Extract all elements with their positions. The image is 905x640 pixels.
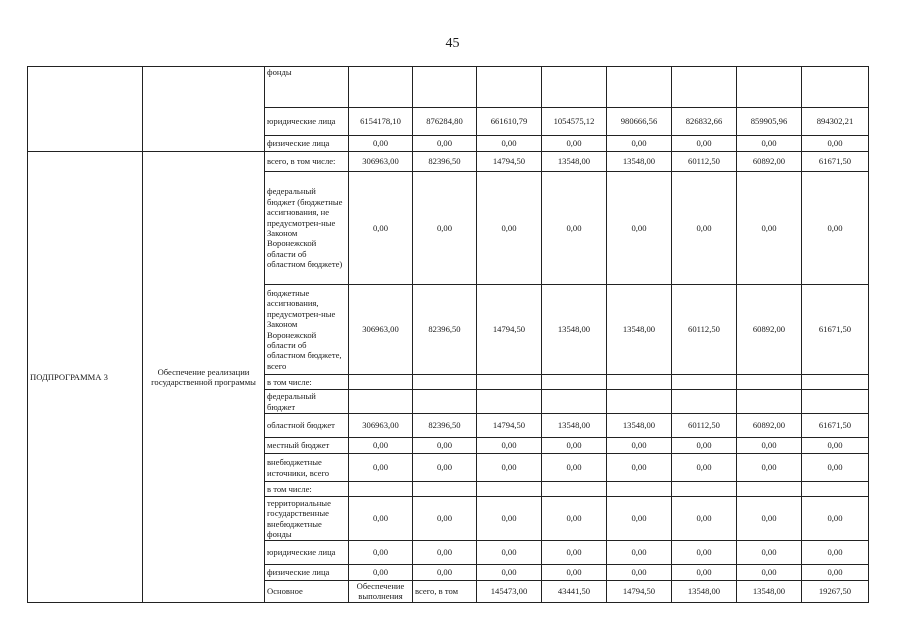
- value-cell: 0,00: [349, 541, 413, 565]
- value-cell: 13548,00: [542, 152, 607, 172]
- row-label-last-vsego: всего, в том: [413, 581, 477, 603]
- value-cell: 876284,80: [413, 108, 477, 136]
- value-cell: [802, 390, 869, 414]
- row-label-vtom2: в том числе:: [265, 482, 349, 497]
- row-label-top-yur: юридические лица: [265, 108, 349, 136]
- value-cell: 82396,50: [413, 285, 477, 375]
- value-cell: [413, 482, 477, 497]
- value-cell: 14794,50: [477, 152, 542, 172]
- value-cell: 0,00: [477, 438, 542, 454]
- value-cell: 306963,00: [349, 414, 413, 438]
- value-cell: 0,00: [607, 172, 672, 285]
- value-cell: 0,00: [477, 541, 542, 565]
- budget-table: [27, 66, 869, 603]
- value-cell: 0,00: [477, 565, 542, 581]
- value-cell: 19267,50: [802, 581, 869, 603]
- value-cell: 0,00: [802, 454, 869, 482]
- value-cell: 0,00: [672, 454, 737, 482]
- value-cell: 14794,50: [607, 581, 672, 603]
- value-cell: [477, 390, 542, 414]
- value-cell: 0,00: [413, 136, 477, 152]
- value-cell: 43441,50: [542, 581, 607, 603]
- value-cell: 61671,50: [802, 152, 869, 172]
- value-cell: 14794,50: [477, 414, 542, 438]
- value-cell: 826832,66: [672, 108, 737, 136]
- value-cell: [802, 67, 869, 108]
- value-cell: 0,00: [413, 438, 477, 454]
- value-cell: 0,00: [672, 541, 737, 565]
- value-cell: [802, 482, 869, 497]
- value-cell: [737, 482, 802, 497]
- value-cell: 0,00: [542, 136, 607, 152]
- value-cell: 0,00: [802, 541, 869, 565]
- value-cell: 0,00: [737, 565, 802, 581]
- value-cell: 82396,50: [413, 152, 477, 172]
- next-entry-name: Обеспечение выполнения: [349, 581, 413, 603]
- value-cell: 306963,00: [349, 152, 413, 172]
- value-cell: 0,00: [672, 438, 737, 454]
- value-cell: 0,00: [737, 454, 802, 482]
- value-cell: [477, 375, 542, 390]
- value-cell: 14794,50: [477, 285, 542, 375]
- value-cell: 13548,00: [737, 581, 802, 603]
- row-label-top-fondy: фонды: [265, 67, 349, 108]
- value-cell: 0,00: [349, 172, 413, 285]
- value-cell: 0,00: [607, 136, 672, 152]
- value-cell: 13548,00: [607, 414, 672, 438]
- value-cell: 0,00: [607, 565, 672, 581]
- value-cell: 0,00: [737, 438, 802, 454]
- value-cell: 661610,79: [477, 108, 542, 136]
- value-cell: [349, 375, 413, 390]
- value-cell: [349, 482, 413, 497]
- value-cell: [607, 67, 672, 108]
- value-cell: 60112,50: [672, 285, 737, 375]
- continued-program-cell: [28, 67, 143, 152]
- value-cell: 0,00: [672, 565, 737, 581]
- value-cell: 0,00: [802, 565, 869, 581]
- value-cell: 0,00: [802, 136, 869, 152]
- row-label-vtom1: в том числе:: [265, 375, 349, 390]
- value-cell: 0,00: [413, 541, 477, 565]
- value-cell: [542, 67, 607, 108]
- value-cell: [737, 67, 802, 108]
- value-cell: [672, 375, 737, 390]
- value-cell: 0,00: [349, 565, 413, 581]
- value-cell: 0,00: [542, 497, 607, 541]
- value-cell: 13548,00: [542, 414, 607, 438]
- value-cell: 0,00: [542, 438, 607, 454]
- value-cell: [542, 482, 607, 497]
- row-label-mest: местный бюджет: [265, 438, 349, 454]
- value-cell: 0,00: [737, 136, 802, 152]
- value-cell: 13548,00: [672, 581, 737, 603]
- value-cell: 0,00: [737, 497, 802, 541]
- row-label-fed-ne: федеральный бюджет (бюджетные ассигнования, не предусмотрен-ные Законом Воронежской области об областном бюджете): [265, 172, 349, 285]
- value-cell: [672, 390, 737, 414]
- row-label-fiz: физические лица: [265, 565, 349, 581]
- row-label-terr: территориальные государственные внебюджетные фонды: [265, 497, 349, 541]
- value-cell: 0,00: [672, 497, 737, 541]
- page-number: 45: [445, 36, 460, 51]
- value-cell: 0,00: [413, 565, 477, 581]
- value-cell: 0,00: [607, 438, 672, 454]
- value-cell: 0,00: [349, 438, 413, 454]
- value-cell: 6154178,10: [349, 108, 413, 136]
- continued-name-cell: [143, 67, 265, 152]
- value-cell: 0,00: [672, 136, 737, 152]
- value-cell: 0,00: [413, 172, 477, 285]
- value-cell: 0,00: [477, 454, 542, 482]
- value-cell: 0,00: [542, 454, 607, 482]
- value-cell: 0,00: [349, 454, 413, 482]
- value-cell: 0,00: [802, 438, 869, 454]
- value-cell: [413, 390, 477, 414]
- value-cell: 0,00: [413, 454, 477, 482]
- value-cell: 60112,50: [672, 152, 737, 172]
- value-cell: 60892,00: [737, 285, 802, 375]
- value-cell: 0,00: [607, 497, 672, 541]
- value-cell: [413, 375, 477, 390]
- row-label-fed: федеральный бюджет: [265, 390, 349, 414]
- row-label-obl: областной бюджет: [265, 414, 349, 438]
- value-cell: 0,00: [542, 541, 607, 565]
- value-cell: 0,00: [607, 454, 672, 482]
- value-cell: 60892,00: [737, 152, 802, 172]
- value-cell: 0,00: [413, 497, 477, 541]
- value-cell: [802, 375, 869, 390]
- value-cell: [607, 375, 672, 390]
- value-cell: 0,00: [349, 497, 413, 541]
- row-label-top-fiz: физические лица: [265, 136, 349, 152]
- value-cell: 61671,50: [802, 414, 869, 438]
- value-cell: [413, 67, 477, 108]
- value-cell: [672, 482, 737, 497]
- value-cell: 145473,00: [477, 581, 542, 603]
- value-cell: 13548,00: [607, 285, 672, 375]
- value-cell: [477, 482, 542, 497]
- value-cell: [542, 390, 607, 414]
- value-cell: 13548,00: [607, 152, 672, 172]
- value-cell: 894302,21: [802, 108, 869, 136]
- next-entry-label: Основное: [265, 581, 349, 603]
- value-cell: [737, 390, 802, 414]
- row-label-yur: юридические лица: [265, 541, 349, 565]
- row-label-bud-assign: бюджетные ассигнования, предусмотрен-ные Законом Воронежской области об областном бюджете, всего: [265, 285, 349, 375]
- value-cell: 82396,50: [413, 414, 477, 438]
- row-label-vnebud: внебюджетные источники, всего: [265, 454, 349, 482]
- value-cell: 0,00: [477, 172, 542, 285]
- value-cell: 61671,50: [802, 285, 869, 375]
- value-cell: [737, 375, 802, 390]
- row-label-vsego: всего, в том числе:: [265, 152, 349, 172]
- value-cell: 0,00: [542, 565, 607, 581]
- subprogram-name: Обеспечение реализации государственной программы: [143, 152, 265, 603]
- value-cell: [542, 375, 607, 390]
- value-cell: 0,00: [802, 497, 869, 541]
- value-cell: 306963,00: [349, 285, 413, 375]
- value-cell: [349, 390, 413, 414]
- value-cell: [672, 67, 737, 108]
- value-cell: 0,00: [607, 541, 672, 565]
- value-cell: 0,00: [672, 172, 737, 285]
- value-cell: 0,00: [477, 497, 542, 541]
- value-cell: 13548,00: [542, 285, 607, 375]
- value-cell: 1054575,12: [542, 108, 607, 136]
- value-cell: [607, 390, 672, 414]
- value-cell: [477, 67, 542, 108]
- value-cell: 980666,56: [607, 108, 672, 136]
- value-cell: 0,00: [542, 172, 607, 285]
- value-cell: 0,00: [737, 172, 802, 285]
- value-cell: 0,00: [477, 136, 542, 152]
- value-cell: 0,00: [737, 541, 802, 565]
- value-cell: 60112,50: [672, 414, 737, 438]
- value-cell: 0,00: [349, 136, 413, 152]
- value-cell: 859905,96: [737, 108, 802, 136]
- subprogram-label: ПОДПРОГРАММА 3: [28, 152, 143, 603]
- value-cell: 0,00: [802, 172, 869, 285]
- value-cell: [607, 482, 672, 497]
- value-cell: [349, 67, 413, 108]
- value-cell: 60892,00: [737, 414, 802, 438]
